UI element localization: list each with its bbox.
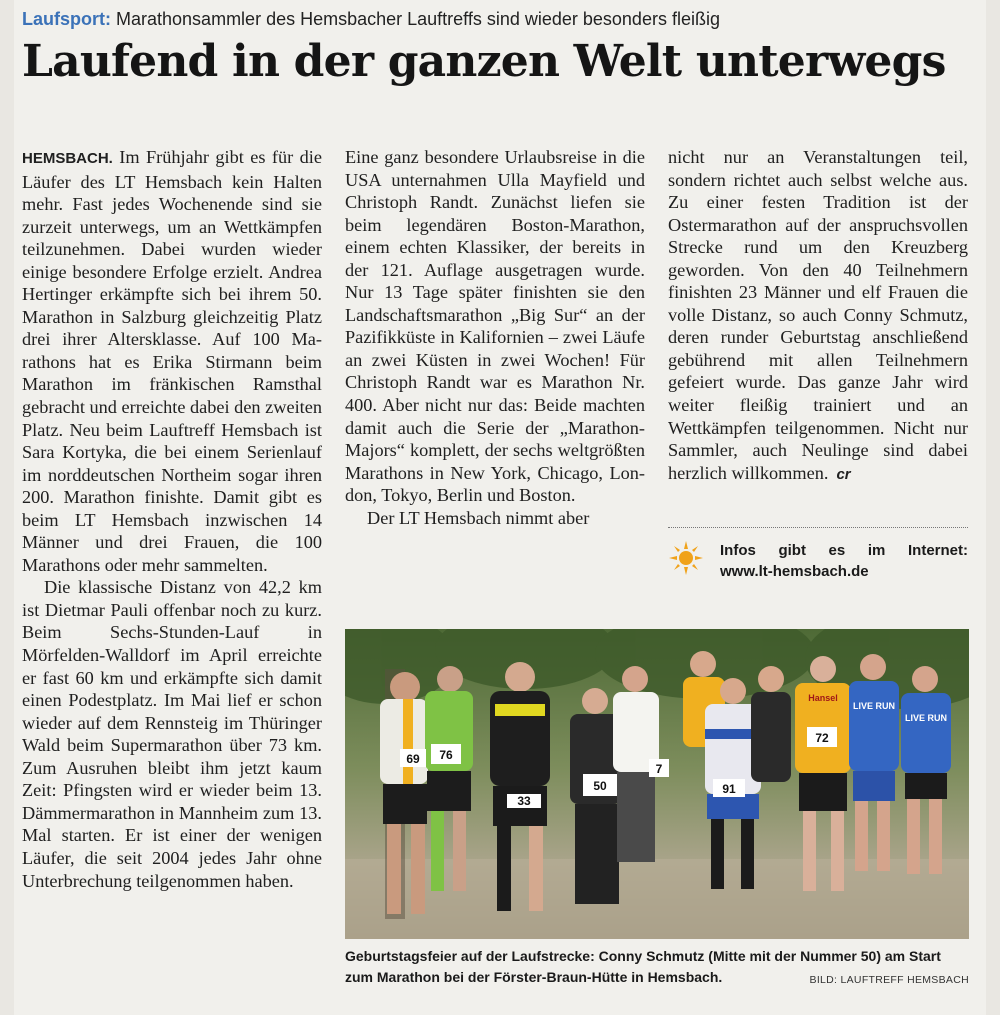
sun-icon (668, 540, 704, 576)
caption-line: Geburtstagsfeier auf der Laufstrecke: Conny Schmutz (Mitte mit der Nummer 50) am Start (345, 948, 941, 964)
kicker-line (22, 9, 720, 30)
bib-number: 91 (722, 782, 736, 796)
bib-number: 76 (439, 748, 453, 762)
bib-number: 33 (517, 794, 531, 808)
article-paragraph: Der LT Hemsbach nimmt aber (367, 507, 590, 528)
runners-group-photo (345, 629, 969, 939)
article-paragraph: Die klassische Distanz von 42,2 km ist Dietmar Pauli offenbar noch zu kurz. Beim Sechs-Stunden-Lauf in Mörfelden-Walldorf im April erreichte er fast 60 km und erkämpfte sich damit einen Podestplatz. Im Mai lief er schon wieder auf dem Rennsteig im Thüringer Wald beim Supermarathon über 73 km. Zum Ausruhen bleibt ihm jetzt kaum Zeit: Pfingsten wird er wieder beim 13. Dämmermarathon in Mannheim zum 13. Mal starten. Er ist einer der wenigen Läufer, die seit 2004 jedes Jahr ohne Unterbrechung teilgenommen haben. (22, 577, 322, 891)
article-paragraph (22, 146, 322, 576)
bib-number: 69 (406, 752, 420, 766)
info-text (720, 540, 968, 582)
shirt-print: Hansel (808, 693, 838, 703)
dateline: HEMSBACH. (22, 150, 113, 167)
bib-number: 72 (815, 731, 829, 745)
article-paragraph: Eine ganz besondere Urlaubsreise in die USA unternahmen Ulla Mayfield und Christoph Randt. Zunächst liefen sie beim legendären Boston-Marathon, einem echten Klassiker, der bereits in der 121. Auflage ausgetragen wurde. Nur 13 Tage später finishten sie den Landschaftsmarathon „Big Sur“ an der Pazifikküste in Kalifornien – zwei Läufe an zwei Küsten in zwei Wochen! Für Christoph Randt war es Marathon Nr. 400. Aber nicht nur das: Beide machten damit auch die Serie der „Marathon-Majors“ komplett, der sechs weltgrößten Marathons in New York, Chicago, London, Tokyo, Berlin und Boston. (345, 147, 645, 506)
paragraph-text: nicht nur an Veranstaltungen teil, sondern richtet auch selbst welche aus. Zu einer festen Tradition ist der Ostermarathon auf der anspruchsvollen Strecke rund um den Kreuzberg geworden. Von den 40 Teilnehmern finishten 23 Männer und elf Frauen die volle Distanz, so auch Conny Schmutz, deren runder Geburtstag anschließend gebührend mit allen Teilnehmern gefeiert wurde. Das ganze Jahr wird weiter fleißig trainiert und an Wettkämpfen teilgenommen. Nicht nur Sammler, auch Neulinge sind dabei herzlich willkommen. (668, 147, 968, 483)
shirt-print: LIVE RUN (904, 713, 948, 723)
article-column-2 (345, 146, 645, 529)
info-line: Infos gibt es im Internet: (720, 542, 968, 559)
article-paragraph (668, 146, 968, 486)
bib-number: 50 (593, 779, 607, 793)
headline: Laufend in der ganzen Welt unterwegs (22, 36, 946, 87)
info-box (668, 540, 968, 584)
article-photo (345, 629, 969, 939)
kicker-text: Marathonsammler des Hemsbacher Lauftreffs sind wieder besonders fleißig (116, 9, 720, 29)
article-column-1 (22, 146, 322, 892)
website-link[interactable]: www.lt-hemsbach.de (720, 563, 869, 580)
info-divider (668, 527, 968, 528)
kicker-topic: Laufsport: (22, 9, 111, 29)
article-column-3 (668, 146, 968, 486)
author-initials: cr (836, 465, 851, 483)
bib-number: 7 (655, 762, 663, 776)
photo-credit: BILD: LAUFTREFF HEMSBACH (809, 974, 969, 986)
shirt-print: LIVE RUN (852, 701, 896, 711)
caption-line: zum Marathon bei der Förster-Braun-Hütte in Hemsbach. (345, 969, 723, 985)
paragraph-text: Im Frühjahr gibt es für die Läufer des LT Hemsbach kein Halten mehr. Fast jedes Wochenende sind sie zurzeit unterwegs, um an Wettkämpfen teilzunehmen. Dabei wurden wieder einige besondere Erfolge erzielt. Andrea Hertinger erkämpfte sich bei ihrem 50. Marathon in Salzburg gleichzeitig Platz drei ihrer Altersklasse. Auf 100 Marathons hat es Erika Stirmann beim Marathon im fränkischen Ramsthal gebracht und erreichte dabei den zweiten Platz. Neu beim Lauftreff Hemsbach ist Sara Kortyka, die bei einem Serienlauf im norddeutschen Northeim sogar ihren 200. Marathon finishte. Damit gibt es beim LT Hemsbach inzwischen 14 Männer und drei Frauen, die 100 Marathons oder mehr sammelten. (22, 147, 323, 575)
